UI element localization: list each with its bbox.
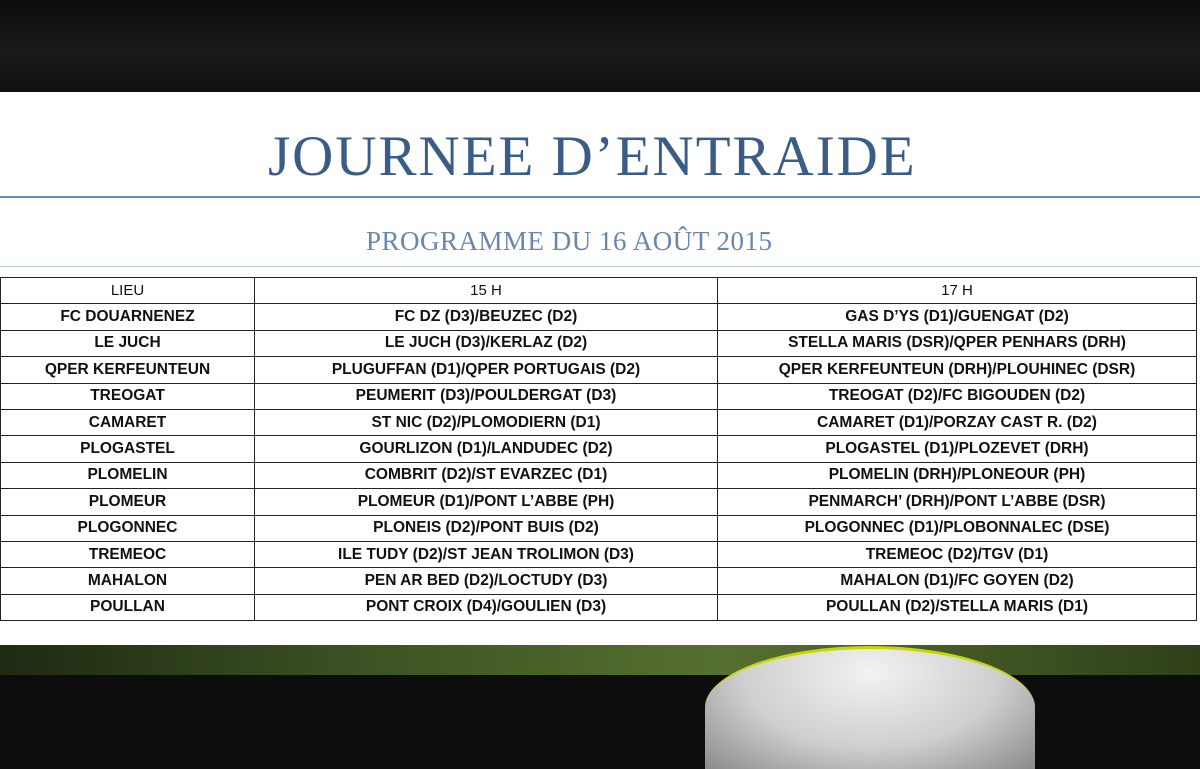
cell-match-17h: POULLAN (D2)/STELLA MARIS (D1) xyxy=(718,594,1197,620)
table-header-row xyxy=(1,278,1197,304)
cell-match-15h: ILE TUDY (D2)/ST JEAN TROLIMON (D3) xyxy=(255,541,718,567)
cell-match-15h: PONT CROIX (D4)/GOULIEN (D3) xyxy=(255,594,718,620)
cell-match-15h: PEUMERIT (D3)/POULDERGAT (D3) xyxy=(255,383,718,409)
cell-match-17h: PLOGASTEL (D1)/PLOZEVET (DRH) xyxy=(718,436,1197,462)
table-row xyxy=(1,436,1197,462)
header-17h: 17 H xyxy=(718,278,1197,304)
cell-match-15h: FC DZ (D3)/BEUZEC (D2) xyxy=(255,304,718,330)
cell-lieu: TREOGAT xyxy=(1,383,255,409)
cell-match-17h: TREMEOC (D2)/TGV (D1) xyxy=(718,541,1197,567)
table-row xyxy=(1,541,1197,567)
cell-match-15h: COMBRIT (D2)/ST EVARZEC (D1) xyxy=(255,462,718,488)
cell-match-15h: PLOMEUR (D1)/PONT L’ABBE (PH) xyxy=(255,489,718,515)
table-row xyxy=(1,383,1197,409)
cell-lieu: FC DOUARNENEZ xyxy=(1,304,255,330)
title-divider xyxy=(0,196,1200,198)
page-title: JOURNEE D’ENTRAIDE xyxy=(268,125,917,188)
table-row xyxy=(1,304,1197,330)
cell-match-17h: STELLA MARIS (DSR)/QPER PENHARS (DRH) xyxy=(718,330,1197,356)
cell-match-15h: PLONEIS (D2)/PONT BUIS (D2) xyxy=(255,515,718,541)
header-lieu: LIEU xyxy=(1,278,255,304)
table-row xyxy=(1,462,1197,488)
cell-match-15h: PEN AR BED (D2)/LOCTUDY (D3) xyxy=(255,568,718,594)
page-subtitle: PROGRAMME DU 16 AOÛT 2015 xyxy=(366,226,773,256)
cell-match-17h: TREOGAT (D2)/FC BIGOUDEN (D2) xyxy=(718,383,1197,409)
cell-match-15h: ST NIC (D2)/PLOMODIERN (D1) xyxy=(255,409,718,435)
cell-lieu: POULLAN xyxy=(1,594,255,620)
cell-lieu: QPER KERFEUNTEUN xyxy=(1,357,255,383)
subtitle-divider xyxy=(0,266,1200,267)
cell-lieu: MAHALON xyxy=(1,568,255,594)
table-row xyxy=(1,330,1197,356)
table-row xyxy=(1,568,1197,594)
background-photo-top xyxy=(0,0,1200,92)
table-row xyxy=(1,409,1197,435)
table-row xyxy=(1,515,1197,541)
cell-match-17h: QPER KERFEUNTEUN (DRH)/PLOUHINEC (DSR) xyxy=(718,357,1197,383)
cell-lieu: PLOMEUR xyxy=(1,489,255,515)
program-table xyxy=(0,277,1197,621)
cell-match-17h: PENMARCH’ (DRH)/PONT L’ABBE (DSR) xyxy=(718,489,1197,515)
cell-match-17h: GAS D’YS (D1)/GUENGAT (D2) xyxy=(718,304,1197,330)
background-photo-bottom xyxy=(0,645,1200,675)
cell-match-15h: LE JUCH (D3)/KERLAZ (D2) xyxy=(255,330,718,356)
cell-match-17h: PLOGONNEC (D1)/PLOBONNALEC (DSE) xyxy=(718,515,1197,541)
cell-match-15h: GOURLIZON (D1)/LANDUDEC (D2) xyxy=(255,436,718,462)
cell-lieu: PLOMELIN xyxy=(1,462,255,488)
table-row xyxy=(1,489,1197,515)
cell-match-17h: MAHALON (D1)/FC GOYEN (D2) xyxy=(718,568,1197,594)
header-15h: 15 H xyxy=(255,278,718,304)
cell-lieu: CAMARET xyxy=(1,409,255,435)
cell-lieu: PLOGASTEL xyxy=(1,436,255,462)
cell-match-17h: CAMARET (D1)/PORZAY CAST R. (D2) xyxy=(718,409,1197,435)
football-image xyxy=(705,646,1035,769)
cell-lieu: TREMEOC xyxy=(1,541,255,567)
cell-match-15h: PLUGUFFAN (D1)/QPER PORTUGAIS (D2) xyxy=(255,357,718,383)
cell-lieu: LE JUCH xyxy=(1,330,255,356)
cell-lieu: PLOGONNEC xyxy=(1,515,255,541)
table-row xyxy=(1,357,1197,383)
cell-match-17h: PLOMELIN (DRH)/PLONEOUR (PH) xyxy=(718,462,1197,488)
table-row xyxy=(1,594,1197,620)
